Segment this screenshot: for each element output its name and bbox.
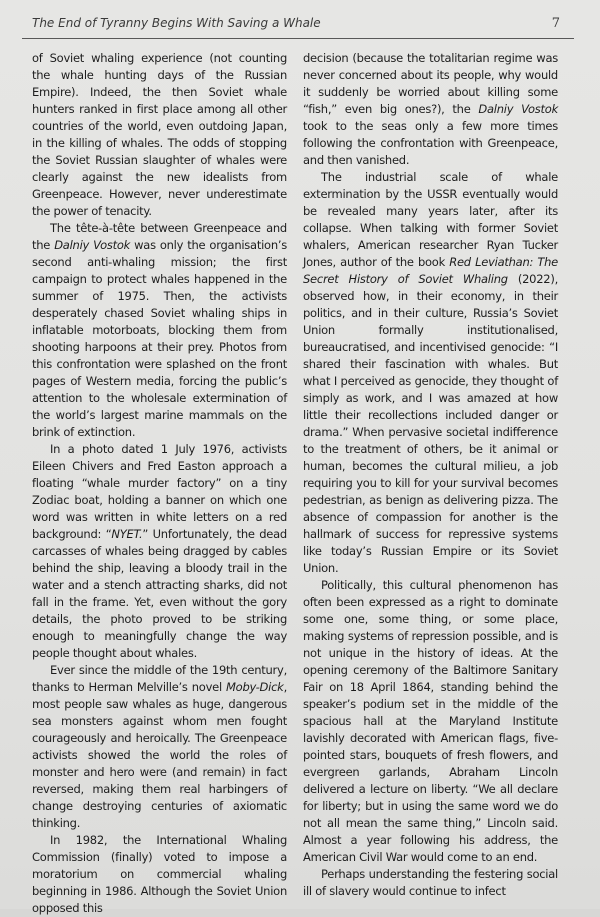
left-column (32, 50, 288, 915)
body-text (32, 50, 558, 915)
ship-name: Dalniy Vostok (478, 102, 558, 116)
ship-name: Dalniy Vostok (54, 238, 131, 252)
paragraph: In 1982, the International Whaling Commission (finally) voted to impose a moratorium on commercial whaling beginning in 1986. Although the Soviet Union opposed this (32, 833, 287, 915)
banner-word: NYET. (111, 527, 143, 541)
paragraph: Ever since the middle of the 19th century, thanks to Herman Melville’s novel Moby-Dick, most people saw whales as huge, dangerous sea monsters against whom men fought courageously and heroically. The Greenpeace activists showed the world the roles of monster and hero were (and remain) in fact reversed, making them real harbingers of change destroying centuries of axiomatic thinking. (32, 663, 287, 830)
paragraph: Politically, this cultural phenomenon has often been expressed as a right to dominate some one, some thing, or some place, making systems of repression possible, and is not unique in the history of ideas. At the opening ceremony of the Baltimore Sanitary Fair on 18 April 1864, standing behind the speaker’s podium set in the middle of the spacious hall at the Maryland Institute lavishly decorated with American flags, five-pointed stars, bouquets of fresh flowers, and evergreen garlands, Abraham Lincoln delivered a lecture on liberty. “We all declare for liberty; but in using the same word we do not all mean the same thing,” Lincoln said. Almost a year following his address, the American Civil War would come to an end. (303, 578, 558, 864)
header-rule (22, 38, 574, 39)
paragraph: Perhaps understanding the festering social ill of slavery would continue to infect (303, 867, 558, 898)
right-column (303, 50, 558, 898)
book-title: Red Leviathan: The Secret History of Soviet Whaling (303, 255, 558, 286)
novel-title: Moby-Dick (226, 680, 284, 694)
running-title: The End of Tyranny Begins With Saving a Whale (32, 16, 321, 30)
paragraph: decision (because the totalitarian regime was never concerned about its people, why would it suddenly be worried about killing some “fish,” even big ones?), the Dalniy Vostok took to the seas only a few more times following the confrontation with Greenpeace, and then vanished. (303, 51, 558, 167)
paragraph: of Soviet whaling experience (not counting the whale hunting days of the Russian Empire). Indeed, the then Soviet whale hunters ranked in first place among all other countries of the world, even outdoing Japan, in the killing of whales. The odds of stopping the Soviet Russian slaughter of whales were clearly against the new idealists from Greenpeace. However, never underestimate the power of tenacity. (32, 51, 287, 218)
paragraph: In a photo dated 1 July 1976, activists Eileen Chivers and Fred Easton approach a floating “whale murder factory” on a tiny Zodiac boat, holding a banner on which one word was written in white letters on a red background: “NYET.” Unfortunately, the dead carcasses of whales being dragged by cables behind the ship, leaving a bloody trail in the water and a stench attracting sharks, did not fall in the frame. Yet, even without the gory details, the photo proved to be striking enough to meaningfully change the way people thought about whales. (32, 442, 287, 660)
paragraph: The tête-à-tête between Greenpeace and the Dalniy Vostok was only the organisation’s second anti-whaling mission; the first campaign to protect whales happened in the summer of 1975. Then, the activists desperately chased Soviet whaling ships in inflatable motorboats, blocking them from shooting harpoons at their prey. Photos from this confrontation were splashed on the front pages of Western media, forcing the public’s attention to the wholesale extermination of the world’s largest marine mammals on the brink of extinction. (32, 221, 288, 439)
page-number: 7 (551, 16, 560, 31)
running-header (32, 16, 560, 31)
paragraph: The industrial scale of whale extermination by the USSR eventually would be revealed many years later, after its collapse. When talking with former Soviet whalers, American researcher Ryan Tucker Jones, author of the book Red Leviathan: The Secret History of Soviet Whaling (2022), observed how, in their economy, in their politics, and in their culture, Russia’s Soviet Union formally institutionalised, bureaucratised, and incentivised genocide: “I shared their fascination with whales. But what I perceived as genocide, they thought of simply as work, and I was amazed at how little their recollections included danger or drama.” When pervasive societal indifference to the treatment of others, be it animal or human, becomes the cultural milieu, a job requiring you to kill for your survival becomes pedestrian, as benign as delivering pizza. The absence of compassion for another is the hallmark of success for repressive systems like today’s Russian Empire or its Soviet Union. (303, 170, 558, 575)
